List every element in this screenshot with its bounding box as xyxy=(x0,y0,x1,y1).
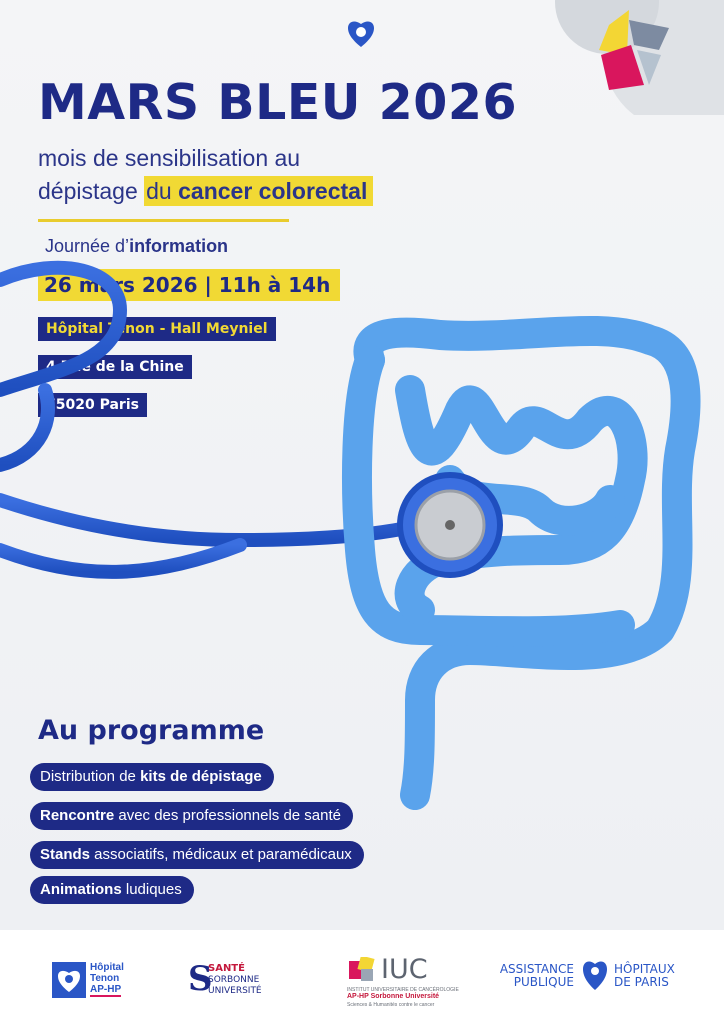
iuc-line: AP-HP Sorbonne Université xyxy=(347,993,440,1000)
yellow-divider xyxy=(38,219,289,222)
logo-aphp xyxy=(498,963,698,1003)
intestine-shape xyxy=(357,331,686,795)
tenon-heart-icon xyxy=(52,962,86,998)
programme-item-bold: Animations xyxy=(40,881,122,898)
location-city: 75020 Paris xyxy=(38,393,147,417)
programme-item-stands xyxy=(30,841,364,869)
sorbonne-line: UNIVERSITÉ xyxy=(208,985,262,996)
aphp-heart-icon xyxy=(582,957,608,991)
iuc-mark-icon xyxy=(349,957,375,983)
subtitle-line-1: mois de sensibilisation au xyxy=(38,145,301,171)
footer-logos xyxy=(0,930,724,1024)
location-street: 4 Rue de la Chine xyxy=(38,355,192,379)
iuc-word: IUC xyxy=(381,954,428,985)
sorbonne-s-icon: S xyxy=(188,959,213,999)
tenon-line: AP-HP xyxy=(90,984,122,995)
sorbonne-text xyxy=(208,963,288,997)
aphp-right-text xyxy=(614,963,694,989)
programme-item-bold: Rencontre xyxy=(40,807,115,824)
programme-title: Au programme xyxy=(38,715,265,746)
sorbonne-line: SORBONNE xyxy=(208,975,260,985)
programme-item-text: Distribution de xyxy=(40,768,141,785)
subtitle-highlight xyxy=(144,176,373,206)
subtitle-line-2 xyxy=(38,178,373,206)
aphp-line: DE PARIS xyxy=(614,975,669,990)
subtitle-depistage: dépistage xyxy=(38,178,138,204)
subtitle-cancer: cancer colorectal xyxy=(178,178,368,204)
tenon-line: Tenon xyxy=(90,973,120,984)
journee-bold: information xyxy=(129,236,229,256)
poster-title: MARS BLEU 2026 xyxy=(38,74,518,131)
location-hall: Hôpital Tenon - Hall Meyniel xyxy=(38,317,276,341)
journee-plain: Journée d’ xyxy=(45,236,130,256)
programme-item-animations xyxy=(30,876,194,904)
event-date: 26 mars 2026 | 11h à 14h xyxy=(38,269,340,301)
subtitle-du: du xyxy=(146,178,172,204)
aphp-line: ASSISTANCE xyxy=(499,962,574,976)
sorbonne-line: SANTÉ xyxy=(208,963,245,974)
stethoscope-icon xyxy=(400,475,500,575)
aphp-left-text xyxy=(498,963,574,989)
programme-item-bold: kits de dépistage xyxy=(140,768,262,785)
programme-item-bold: Stands xyxy=(40,846,91,863)
tenon-line: Hôpital xyxy=(90,962,124,973)
corner-logo-shape xyxy=(549,0,724,115)
heart-logo-icon xyxy=(347,18,375,48)
programme-item-text: avec des professionnels de santé xyxy=(114,807,341,824)
programme-item-text: ludiques xyxy=(121,881,182,898)
programme-item-rencontre xyxy=(30,802,353,830)
programme-item-text: associatifs, médicaux et paramédicaux xyxy=(90,846,352,863)
aphp-line: PUBLIQUE xyxy=(513,975,574,990)
iuc-line: INSTITUT UNIVERSITAIRE DE CANCÉROLOGIE xyxy=(347,987,459,993)
iuc-line: Sciences & Humanités contre le cancer xyxy=(347,1002,435,1008)
aphp-line: HÔPITAUX xyxy=(614,962,675,976)
tenon-text xyxy=(90,962,150,997)
programme-item-kits xyxy=(30,763,274,791)
